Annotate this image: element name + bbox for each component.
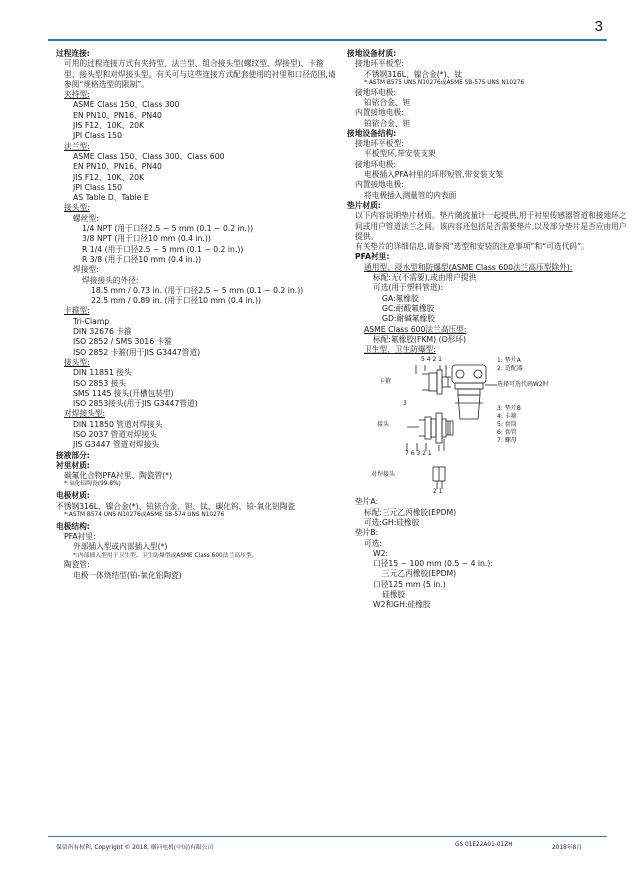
fitting-heading: 接头型: <box>64 357 90 367</box>
flange-item: EN PN10、PN16、PN40 <box>73 162 162 172</box>
buttweld-item: DIN 11850 管道对焊接头 <box>73 419 163 429</box>
asme-heading: ASME Class 600法兰高压型: <box>364 324 467 334</box>
legend-item: 7: 螺母 <box>497 437 517 445</box>
inner-electrode-value: 铂铱合金、钽 <box>364 118 411 128</box>
ceramic-value: 电极一体烧结型(铂-氧化铝陶瓷) <box>73 570 182 580</box>
electrode-note: *:ASTM B574 UNS N10276或ASME SB-574 UNS N10276 <box>64 511 225 518</box>
weld-item: 18.5 mm / 0.73 in. (用于口径2.5 ~ 5 mm (0.1 ~ 0.2 in.)) <box>91 285 304 295</box>
clamp-heading: 卡箍型: <box>64 306 90 316</box>
footer-date: 2018年8月 <box>552 845 583 851</box>
wafer-heading: 夹持型: <box>64 90 90 100</box>
option-ga: GA:氟橡胶 <box>382 293 419 303</box>
flange-item: ASME Class 150、Class 300、Class 600 <box>73 151 225 161</box>
option-gd: GD:耐碱氟橡胶 <box>382 314 435 324</box>
footer-copyright: 保留所有权利, Copyright © 2018, 横河电机(中国)有限公司 <box>56 845 214 851</box>
fitting-item: SMS 1145 接头(开槽包装型) <box>73 388 174 398</box>
gasket-b-option: 可选: <box>364 538 382 548</box>
diagram-mid-number: 3 <box>403 400 407 408</box>
electrode-structure-heading: 电极结构: <box>56 521 90 531</box>
ring-plate-value: 不锈钢316L、镍合金(*)、钛 <box>364 69 462 79</box>
footer-rule <box>48 836 607 837</box>
gasket-b-range1: 口径15 ~ 100 mm (0.5 ~ 4 in.): <box>373 559 493 569</box>
legend-item: 5: 套筒 <box>497 421 517 429</box>
lining-value: 碳氟化合物PFA衬里、陶瓷管(*) <box>64 471 173 481</box>
buttweld-item: ISO 2037 管道对焊接头 <box>73 429 157 439</box>
gasket-heading: 垫片材质: <box>347 200 381 210</box>
gasket-b-range2-value: 硅橡胶 <box>382 590 406 600</box>
pfa-heading: PFA衬里: <box>355 252 390 262</box>
diagram-union-label: 接头 <box>377 421 390 429</box>
left-column <box>56 49 338 581</box>
gasket-b-w2: W2: <box>373 548 389 558</box>
buttweld-item: JIS G3447 管道对焊接头 <box>73 440 159 450</box>
s-inner-electrode-value: 将电极插入测量管的内表面 <box>364 190 457 200</box>
asme-standard: 标配:氟橡胶(FKM) (O形环) <box>373 334 466 344</box>
electrode-heading: 电极材质: <box>56 491 90 501</box>
gasket-a-heading: 垫片A: <box>355 497 379 507</box>
right-column <box>347 49 629 611</box>
clamp-item: ISO 2852 / SMS 3016 卡箍 <box>73 337 172 347</box>
fitting-item: ISO 2853 接头 <box>73 378 127 388</box>
ring-electrode-value: 铂铱合金、钽 <box>364 97 411 107</box>
legend-item: 1: 垫片A <box>497 357 521 365</box>
process-connection-heading: 过程连接: <box>56 49 90 58</box>
clamp-item: ISO 2852 卡箍(用于JIS G3447管道) <box>73 347 201 357</box>
general-type-heading: 通用型、浸水型和防爆型(ASME Class 600法兰高压型除外): <box>364 262 573 272</box>
lining-note: *:氧化铝陶瓷(99.8%) <box>64 481 121 488</box>
ring-plate-heading: 接地环平板型: <box>355 59 404 69</box>
gasket-b-w2-gh: W2和GH:硅橡胶 <box>373 600 431 610</box>
gasket-a-option: 可选:GH:硅橡胶 <box>364 518 420 527</box>
s-ring-electrode-value: 电极插入PFA衬里的环形短管,带安装支架 <box>364 170 504 180</box>
process-connection-desc: 可用的过程连接方式有夹持型、法兰型、组合接头型(螺纹型、焊接型)、卡箍型、接头型和对焊接头型。有关可与这些连接方式配套使用的衬里和口径范围,请参阅“规格选型的限制”。 <box>64 59 336 89</box>
thread-item: R 3/8 (用于口径10 mm (0.4 in.)) <box>82 254 202 264</box>
diagram-top-numbers: 5 4 2 1 <box>421 356 442 364</box>
flange-heading: 法兰型: <box>64 141 90 151</box>
general-standard: 标配:无(不需要),或由用户提供 <box>373 273 477 283</box>
thread-item: R 1/4 (用于口径2.5 ~ 5 mm (0.1 ~ 0.2 in.)) <box>82 244 244 254</box>
gasket-b-heading: 垫片B: <box>355 528 379 538</box>
grounding-material-heading: 接地设备材质: <box>347 49 397 58</box>
s-ring-plate-value: 平板型环,带安装支架 <box>364 149 436 159</box>
wafer-item: JPI Class 150 <box>73 131 122 141</box>
fitting-item: DIN 11851 接头 <box>73 368 132 378</box>
weld-item: 22.5 mm / 0.89 in. (用于口径10 mm (0.4 in.)) <box>91 296 261 306</box>
gasket-desc: 有关垫片的详细信息,请参阅“选型和安装的注意事项”和“可选代码”。 <box>355 242 589 252</box>
ring-electrode-heading: 接地环电极: <box>355 87 397 97</box>
diagram-buttweld-label: 对焊接头 <box>371 471 396 479</box>
footer-doc-code: GS 01E22A01-01ZH <box>455 842 513 848</box>
diagram-option-note: 选择可选代码W2时 <box>497 381 549 389</box>
gasket-b-range2: 口径125 mm (5 in.) <box>373 579 446 589</box>
thread-item: 3/8 NPT (用于口径10 mm (0.4 in.)) <box>82 234 211 244</box>
pfa-lining-heading: PFA衬里: <box>64 531 96 541</box>
flange-item: JPI Class 150 <box>73 182 122 192</box>
pfa-lining-note: *:内部插入型用于卫生型、卫生防爆型或ASME Class 600法兰高压型。 <box>73 552 258 559</box>
lining-heading: 衬里材质: <box>56 460 90 470</box>
clamp-item: Tri-Clamp <box>73 316 110 326</box>
wetted-parts-heading: 接液部分: <box>56 450 90 460</box>
s-inner-electrode-heading: 内置接地电极: <box>355 180 404 190</box>
legend-item: 6: 套管 <box>497 429 517 437</box>
flange-item: AS Table D、Table E <box>73 193 149 203</box>
gasket-a-standard: 标配:三元乙丙橡胶(EPDM) <box>364 507 457 517</box>
thread-item: 1/4 NPT (用于口径2.5 ~ 5 mm (0.1 ~ 0.2 in.)) <box>82 224 254 234</box>
gasket-diagram <box>347 357 629 497</box>
wafer-item: JIS F12、10K、20K <box>73 121 145 131</box>
pfa-lining-value: 外部插入型或内部插入型(*) <box>73 542 168 552</box>
grounding-structure-heading: 接地设备结构: <box>347 128 397 138</box>
option-gc: GC:耐酸氟橡胶 <box>382 303 435 313</box>
s-ring-electrode-heading: 接地环电极: <box>355 159 397 169</box>
buttweld-heading: 对焊接头型: <box>64 409 106 419</box>
ceramic-heading: 陶瓷管: <box>64 560 90 570</box>
s-ring-plate-heading: 接地环平板型: <box>355 139 404 149</box>
legend-item: 4: 卡箍 <box>497 413 517 421</box>
wafer-item: ASME Class 150、Class 300 <box>73 100 180 110</box>
clamp-item: DIN 32676 卡箍 <box>73 327 132 337</box>
gasket-b-range1-value: 三元乙丙橡胶(EPDM) <box>382 569 457 579</box>
wafer-item: EN PN10、PN16、PN40 <box>73 110 162 120</box>
page-number: 3 <box>594 18 603 35</box>
thread-heading: 螺丝型: <box>73 213 99 223</box>
inner-electrode-heading: 内置接地电极: <box>355 108 404 118</box>
flange-item: JIS F12、10K、20K <box>73 172 145 182</box>
gasket-desc: 以下内容说明垫片材质。垫片随流量计一起提供,用于衬里传感器管道和接地环之间或用户管道法兰之间。该内容还包括是否需要垫片,以及部分垫片是否应由用户提供。 <box>355 211 627 241</box>
weld-subheading: 焊接接头的外径: <box>82 275 139 285</box>
sanitary-heading: 卫生型、卫生防爆型: <box>364 345 436 355</box>
general-option: 可选(用于塑料管道): <box>373 283 444 293</box>
ring-plate-note: *:ASTM B575 UNS N10276或ASME SB-575 UNS N10276 <box>364 79 525 86</box>
legend-item: 3: 垫片B <box>497 405 521 413</box>
legend-item: 2: 适配器 <box>497 365 523 373</box>
diagram-bottom-numbers: 7 6 3 2 1 <box>405 450 432 458</box>
union-heading: 接头型: <box>64 203 90 213</box>
diagram-clamp-label: 卡箍 <box>379 378 392 386</box>
weld-heading: 焊接型: <box>73 265 99 275</box>
header-rule <box>48 39 607 41</box>
diagram-bottom-numbers-2: 2 1 <box>433 488 443 496</box>
fitting-item: ISO 2853接头(用于JIS G3447管道) <box>73 399 198 409</box>
electrode-value: 不锈钢316L、镍合金(*)、铂铱合金、钽、钛、碳化钨、铂-氧化铝陶瓷 <box>56 501 296 511</box>
